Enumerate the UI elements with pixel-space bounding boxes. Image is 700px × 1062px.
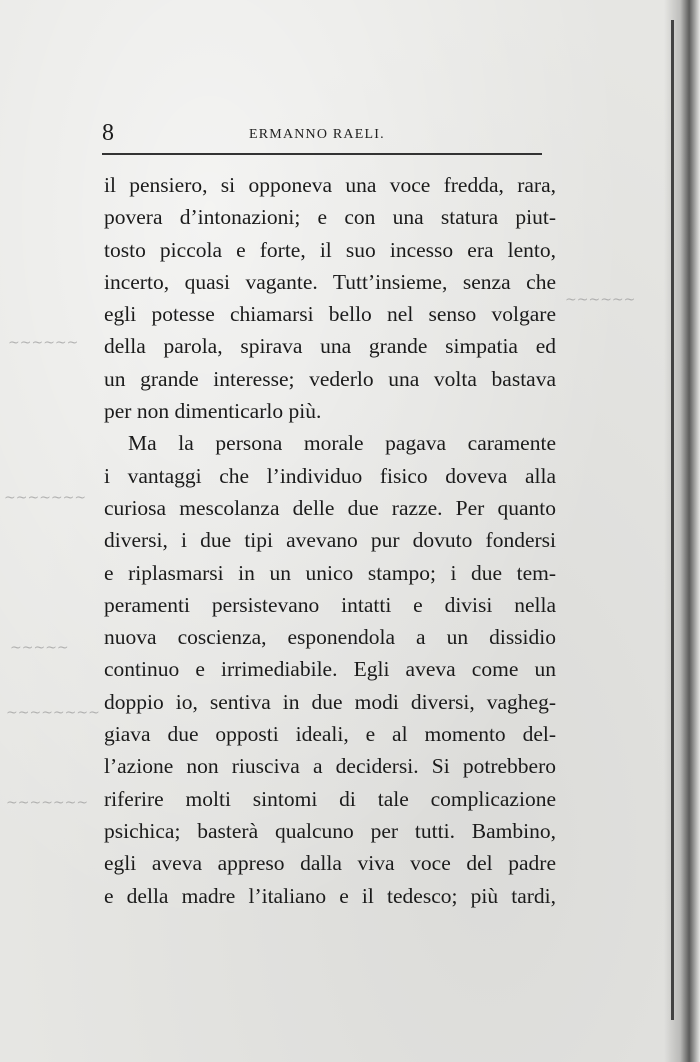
text-line: l’azione non riusciva a decidersi. Si potrebbero [104,754,556,779]
book-binding-edge [664,0,700,1062]
text-line: e riplasmarsi in un unico stampo; i due tem- [104,560,556,585]
text-line: i vantaggi che l’individuo fisico doveva alla [104,463,556,488]
faded-margin-scribble: ~~~~~ [10,640,69,656]
faded-margin-scribble: ~~~~~~ [8,335,79,351]
running-head: ERMANNO RAELI. [249,127,385,142]
text-line: doppio io, sentiva in due modi diversi, vagheg- [104,689,556,714]
header-rule [102,153,542,155]
text-line: tosto piccola e forte, il suo incesso era lento, [104,237,556,262]
text-line: peramenti persistevano intatti e divisi nella [104,592,556,617]
text-line: riferire molti sintomi di tale complicazione [104,786,556,811]
faded-margin-scribble: ~~~~~~~~ [6,705,100,721]
text-line: continuo e irrimediabile. Egli aveva come un [104,657,556,682]
text-line: egli aveva appreso dalla viva voce del padre [104,851,556,876]
text-line: diversi, i due tipi avevano pur dovuto fondersi [104,528,556,553]
page-edge-line [671,20,674,1020]
faded-margin-scribble: ~~~~~~ [565,292,636,308]
text-line: nuova coscienza, esponendola a un dissidio [104,625,556,650]
text-line: Ma la persona morale pagava caramente [128,431,556,456]
faded-margin-scribble: ~~~~~~~ [4,490,87,506]
faded-margin-scribble: ~~~~~~~ [6,795,89,811]
text-line: il pensiero, si opponeva una voce fredda, rara, [104,173,556,197]
text-line: povera d’intonazioni; e con una statura piut- [104,205,556,230]
text-line: incerto, quasi vagante. Tutt’insieme, senza che [104,269,556,294]
text-line: della parola, spirava una grande simpatia ed [104,334,556,359]
text-line: un grande interesse; vederlo una volta bastava [104,366,556,391]
page-number: 8 [102,120,114,146]
body-text [104,169,556,912]
text-line: giava due opposti ideali, e al momento del- [104,722,556,747]
text-line: curiosa mescolanza delle due razze. Per quanto [104,495,556,520]
text-line: psichica; basterà qualcuno per tutti. Bambino, [104,818,556,843]
text-line: egli potesse chiamarsi bello nel senso volgare [104,302,556,327]
text-line: e della madre l’italiano e il tedesco; più tardi, [104,883,556,908]
text-line: per non dimenticarlo più. [104,399,322,424]
page-header [102,120,542,150]
